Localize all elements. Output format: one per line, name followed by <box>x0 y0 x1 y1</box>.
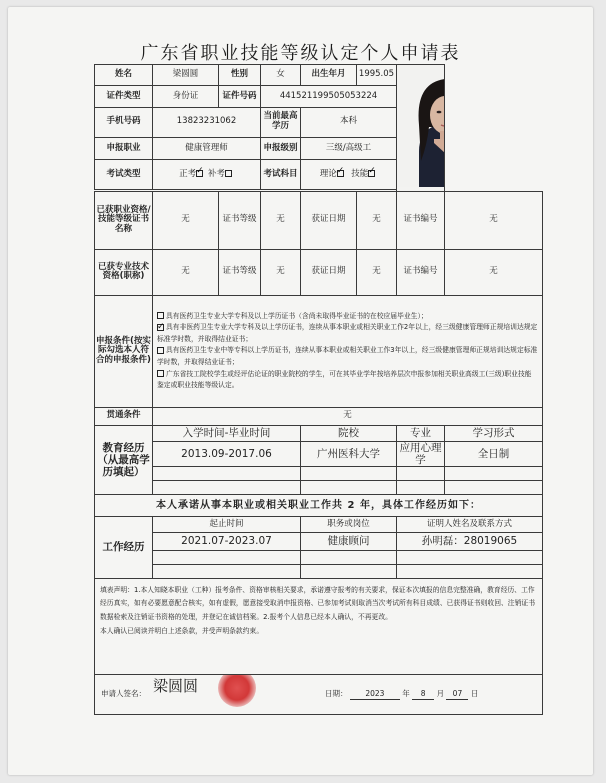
edu-header-major: 专业 <box>397 425 445 441</box>
declaration-text: 填表声明：1.本人知晓本职业（工种）报考条件、资格审核相关要求，承诺遵守报考的有关要求，保证本次填报的信息完整准确，教育经历、工作经历真实，如有必要愿意配合核实，如有虚假，愿意接受取消申报资格、已参加考试则取消当次考试所有科目成绩、已获得证书则收回、注销证书数据检索及注销证书资格的处理，并登记在诚信档案。2.报考个人信息已经本人确认，不再更改。 <box>100 585 535 622</box>
requirement-item: ✓具有非医药卫生专业大学专科及以上学历证书，连续从事本职业或相关职业工作2年以上，经三级健康管理师正规培训达规定标准学时数，并取得结业证书； <box>157 322 538 345</box>
cert-prof-value2: 无 <box>261 249 301 295</box>
cert-prof-level-label: 证书等级 <box>219 249 261 295</box>
cert-qual-value3: 无 <box>357 191 397 249</box>
edu-row-period: 2013.09-2017.06 <box>153 441 301 466</box>
id-no-value: 441521199505053224 <box>261 86 397 107</box>
edu-value: 本科 <box>301 107 397 137</box>
level-value: 三级/高级工 <box>301 137 397 160</box>
edu-row-mode: 全日制 <box>445 441 543 466</box>
work-row-witness: 孙明磊：28019065 <box>397 532 543 550</box>
name-label: 姓名 <box>95 65 153 86</box>
cert-qual-level-label: 证书等级 <box>219 191 261 249</box>
cert-prof-value4: 无 <box>445 249 543 295</box>
requirement-checkbox-4[interactable] <box>157 370 164 377</box>
work-header-witness: 证明人姓名及联系方式 <box>397 516 543 532</box>
form-title: 广东省职业技能等级认定个人申请表 <box>140 43 461 64</box>
id-type-value: 身份证 <box>153 86 219 107</box>
exam-first-label: 正考 <box>179 169 197 180</box>
cert-qual-value1: 无 <box>153 191 219 249</box>
cert-qual-value2: 无 <box>261 191 301 249</box>
birth-value: 1995.05 <box>357 65 397 86</box>
requirement-item: 具有医药卫生专业大学专科及以上学历证书（含尚未取得毕业证书的在校应届毕业生）； <box>157 311 538 323</box>
gender-label: 性别 <box>219 65 261 86</box>
date-day: 07 <box>446 690 468 700</box>
connect-value: 无 <box>153 407 543 425</box>
phone-value: 13823231062 <box>153 107 261 137</box>
signature-row <box>95 674 543 714</box>
requirement-options <box>153 295 543 407</box>
level-label: 申报级别 <box>261 137 301 160</box>
application-form-sheet <box>8 7 593 775</box>
application-table <box>94 64 543 715</box>
requirement-label: 申报条件(按实际勾选本人符合的申报条件) <box>95 295 153 407</box>
work-header-post: 职务或岗位 <box>301 516 397 532</box>
declaration-confirm: 本人确认已阅读并明白上述条款，并受声明条款约束。 <box>100 626 264 635</box>
requirement-item: 具有医药卫生专业中等专科以上学历证书，连续从事本职业或相关职业工作3年以上，经三级健康管理师正规培训达规定标准学时数，并取得结业证书； <box>157 346 538 367</box>
exam-type-options <box>153 160 261 190</box>
exam-retake-label: 补考 <box>207 169 225 180</box>
work-row-period: 2021.07-2023.07 <box>153 532 301 550</box>
cert-qual-label: 已获职业资格/技能等级证书名称 <box>95 191 153 249</box>
id-no-label: 证件号码 <box>219 86 261 107</box>
commitment-text: 本人承诺从事本职业或相关职业工作共 2 年，具体工作经历如下： <box>95 494 543 516</box>
cert-prof-no-label: 证书编号 <box>397 249 445 295</box>
birth-label: 出生年月 <box>301 65 357 86</box>
cert-qual-date-label: 获证日期 <box>301 191 357 249</box>
occupation-value: 健康管理师 <box>153 137 261 160</box>
cert-prof-date-label: 获证日期 <box>301 249 357 295</box>
subject-options <box>301 160 397 190</box>
requirement-item: 广东省技工院校学生或经评估论证的职业院校的学生，可在其毕业学年按培养层次申报参加相关职业高级工(三级)职业技能鉴定或职业技能等级认定。 <box>157 369 532 390</box>
exam-type-label: 考试类型 <box>95 160 153 190</box>
id-type-label: 证件类型 <box>95 86 153 107</box>
signature-label: 申请人签名： <box>101 689 146 699</box>
subject-skill-checkbox[interactable] <box>368 170 375 177</box>
occupation-label: 申报职业 <box>95 137 153 160</box>
date-month: 8 <box>412 690 434 700</box>
cert-prof-value3: 无 <box>357 249 397 295</box>
subject-theory-checkbox[interactable] <box>337 170 344 177</box>
work-label: 工作经历 <box>95 516 153 578</box>
subject-skill-label: 技能 <box>351 169 369 180</box>
requirement-checkbox-3[interactable] <box>157 347 164 354</box>
date-label: 日期： <box>325 688 348 698</box>
education-label: 教育经历（从最高学历填起） <box>95 425 153 494</box>
subject-label: 考试科目 <box>261 160 301 190</box>
cert-prof-value1: 无 <box>153 249 219 295</box>
date-year-unit: 年 <box>402 688 410 698</box>
portrait-photo <box>397 65 445 187</box>
work-row-post: 健康顾问 <box>301 532 397 550</box>
date-month-unit: 月 <box>436 688 445 698</box>
edu-row-school: 广州医科大学 <box>301 441 397 466</box>
connect-label: 贯通条件 <box>95 407 153 425</box>
exam-first-checkbox[interactable] <box>196 170 203 177</box>
date-year: 2023 <box>350 690 400 700</box>
name-value: 梁圆圆 <box>153 65 219 86</box>
exam-retake-checkbox[interactable] <box>225 170 232 177</box>
phone-label: 手机号码 <box>95 107 153 137</box>
date-block <box>325 690 478 700</box>
edu-label: 当前最高学历 <box>261 107 301 137</box>
red-fingerprint-stamp <box>218 674 256 707</box>
gender-value: 女 <box>261 65 301 86</box>
cert-qual-no-label: 证书编号 <box>397 191 445 249</box>
edu-header-school: 院校 <box>301 425 397 441</box>
handwritten-signature: 梁圆圆 <box>153 676 199 695</box>
cert-qual-value4: 无 <box>445 191 543 249</box>
subject-theory-label: 理论 <box>319 169 337 180</box>
work-header-period: 起止时间 <box>153 516 301 532</box>
requirement-checkbox-2[interactable] <box>157 324 164 331</box>
cert-prof-label: 已获专业技术资格(职称) <box>95 249 153 295</box>
date-day-unit: 日 <box>470 688 479 698</box>
edu-row-major: 应用心理学 <box>397 441 445 466</box>
edu-header-period: 入学时间-毕业时间 <box>153 425 301 441</box>
edu-header-mode: 学习形式 <box>445 425 543 441</box>
declaration-block <box>95 578 543 674</box>
applicant-photo <box>397 65 445 192</box>
requirement-checkbox-1[interactable] <box>157 312 164 319</box>
